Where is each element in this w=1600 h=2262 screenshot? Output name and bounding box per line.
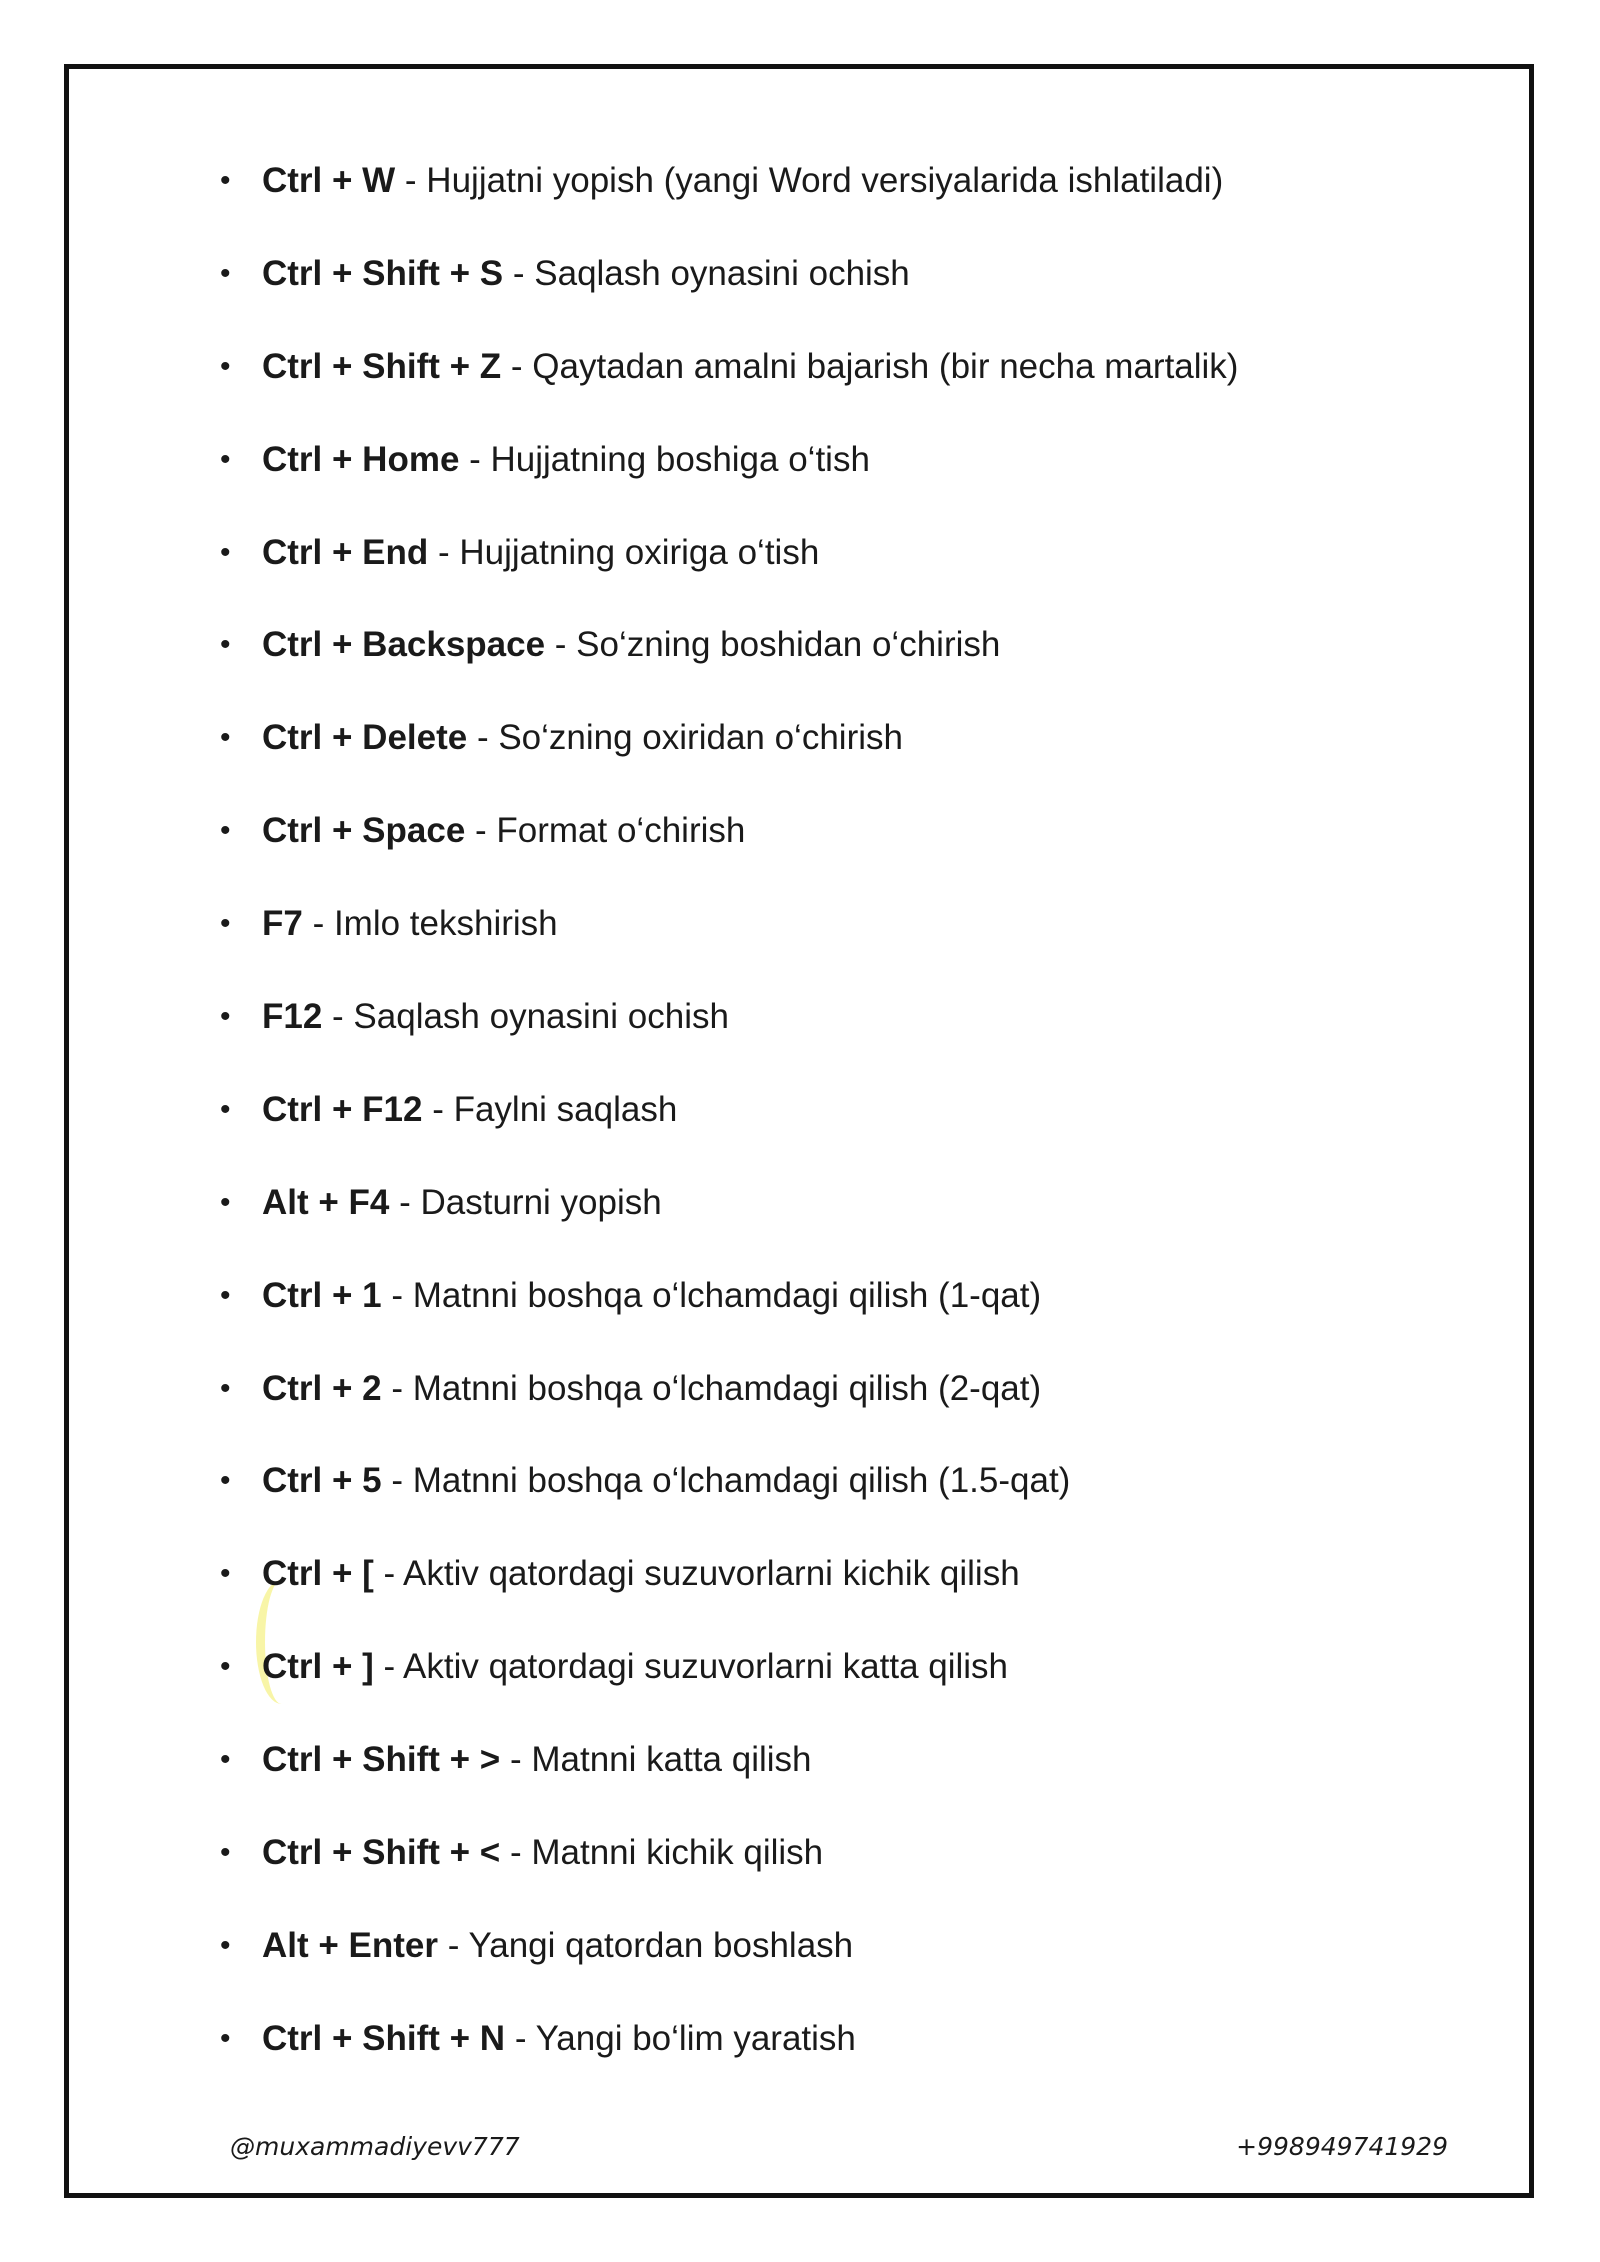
footer-handle: @muxammadiyevv777 <box>230 2132 520 2161</box>
shortcut-description: - Dasturni yopish <box>389 1182 662 1222</box>
bullet-icon: • <box>220 535 231 569</box>
shortcut-description: - Matnni boshqa o‘lchamdagi qilish (1-qat) <box>381 1275 1042 1315</box>
list-item <box>220 1541 1462 1634</box>
bullet-icon: • <box>220 1000 231 1034</box>
shortcut-keys: Alt + Enter <box>262 1925 439 1965</box>
bullet-icon: • <box>220 256 231 290</box>
shortcut-description: - Imlo tekshirish <box>302 904 558 944</box>
shortcut-keys: Ctrl + 2 <box>262 1368 382 1408</box>
shortcut-description: - Aktiv qatordagi suzuvorlarni kichik qilish <box>373 1554 1020 1594</box>
bullet-icon: • <box>220 721 231 755</box>
list-item <box>220 1170 1462 1263</box>
list-item <box>220 241 1462 334</box>
shortcut-keys: Ctrl + [ <box>262 1554 374 1594</box>
shortcut-description: - Format o‘chirish <box>465 811 746 851</box>
shortcut-list <box>220 148 1462 2099</box>
list-item <box>220 334 1462 427</box>
bullet-icon: • <box>220 1371 231 1405</box>
bullet-icon: • <box>220 814 231 848</box>
list-item <box>220 1820 1462 1913</box>
shortcut-description: - Hujjatni yopish (yangi Word versiyalarida ishlatiladi) <box>395 161 1224 200</box>
shortcut-description: - Matnni katta qilish <box>500 1740 812 1780</box>
bullet-icon: • <box>220 1743 231 1777</box>
list-item <box>220 705 1462 798</box>
list-item <box>220 1077 1462 1170</box>
bullet-icon: • <box>220 164 231 197</box>
shortcut-description: - Qaytadan amalni bajarish (bir necha martalik) <box>501 346 1239 386</box>
list-item <box>220 148 1462 241</box>
shortcut-keys: F12 <box>262 997 323 1037</box>
shortcut-description: - Faylni saqlash <box>422 1089 678 1129</box>
footer-phone: +998949741929 <box>1236 2132 1448 2161</box>
bullet-icon: • <box>220 1092 231 1126</box>
bullet-icon: • <box>220 1836 231 1870</box>
list-item <box>220 984 1462 1077</box>
shortcut-description: - Matnni kichik qilish <box>500 1833 824 1873</box>
bullet-icon: • <box>220 1464 231 1498</box>
list-item <box>220 798 1462 891</box>
bullet-icon: • <box>220 907 231 941</box>
shortcut-description: - Yangi bo‘lim yaratish <box>505 2018 856 2058</box>
shortcut-description: - Hujjatning oxiriga o‘tish <box>428 532 820 572</box>
shortcut-description: - Matnni boshqa o‘lchamdagi qilish (2-qat) <box>381 1368 1042 1408</box>
list-item <box>220 1263 1462 1356</box>
shortcut-keys: Ctrl + Space <box>262 811 466 851</box>
shortcut-keys: Ctrl + ] <box>262 1647 374 1687</box>
shortcut-keys: Ctrl + Shift + Z <box>262 346 502 386</box>
bullet-icon: • <box>220 349 231 383</box>
shortcut-description: - So‘zning boshidan o‘chirish <box>545 625 1001 665</box>
bullet-icon: • <box>220 442 231 476</box>
shortcut-keys: Ctrl + Shift + N <box>262 2018 506 2058</box>
shortcut-keys: F7 <box>262 904 303 944</box>
shortcut-keys: Ctrl + F12 <box>262 1089 423 1129</box>
list-item <box>220 427 1462 520</box>
list-item <box>220 1634 1462 1727</box>
shortcut-keys: Ctrl + Shift + S <box>262 253 504 293</box>
list-item <box>220 1356 1462 1449</box>
shortcut-keys: Ctrl + Shift + < <box>262 1833 501 1873</box>
list-item <box>220 2006 1462 2099</box>
shortcut-keys: Ctrl + 1 <box>262 1275 382 1315</box>
shortcut-keys: Ctrl + End <box>262 532 429 572</box>
bullet-icon: • <box>220 2021 231 2055</box>
list-item <box>220 520 1462 613</box>
bullet-icon: • <box>220 1650 231 1684</box>
list-item <box>220 1913 1462 2006</box>
bullet-icon: • <box>220 1557 231 1591</box>
bullet-icon: • <box>220 1185 231 1219</box>
list-item <box>220 612 1462 705</box>
shortcut-description: - Hujjatning boshiga o‘tish <box>459 439 870 479</box>
bullet-icon: • <box>220 1278 231 1312</box>
list-item <box>220 1727 1462 1820</box>
list-item <box>220 891 1462 984</box>
shortcut-description: - Saqlash oynasini ochish <box>322 997 729 1037</box>
shortcut-keys: Ctrl + Shift + > <box>262 1740 501 1780</box>
shortcut-description: - Aktiv qatordagi suzuvorlarni katta qilish <box>373 1647 1009 1687</box>
shortcut-keys: Ctrl + W <box>262 161 396 200</box>
bullet-icon: • <box>220 628 231 662</box>
shortcut-keys: Ctrl + Home <box>262 439 460 479</box>
shortcut-keys: Alt + F4 <box>262 1182 390 1222</box>
shortcut-description: - Matnni boshqa o‘lchamdagi qilish (1.5-qat) <box>381 1461 1071 1501</box>
shortcut-description: - So‘zning oxiridan o‘chirish <box>467 718 903 758</box>
shortcut-keys: Ctrl + 5 <box>262 1461 382 1501</box>
shortcut-description: - Saqlash oynasini ochish <box>503 253 910 293</box>
bullet-icon: • <box>220 1928 231 1962</box>
shortcut-keys: Ctrl + Backspace <box>262 625 546 665</box>
list-item <box>220 1448 1462 1541</box>
shortcut-keys: Ctrl + Delete <box>262 718 468 758</box>
shortcut-description: - Yangi qatordan boshlash <box>438 1925 854 1965</box>
